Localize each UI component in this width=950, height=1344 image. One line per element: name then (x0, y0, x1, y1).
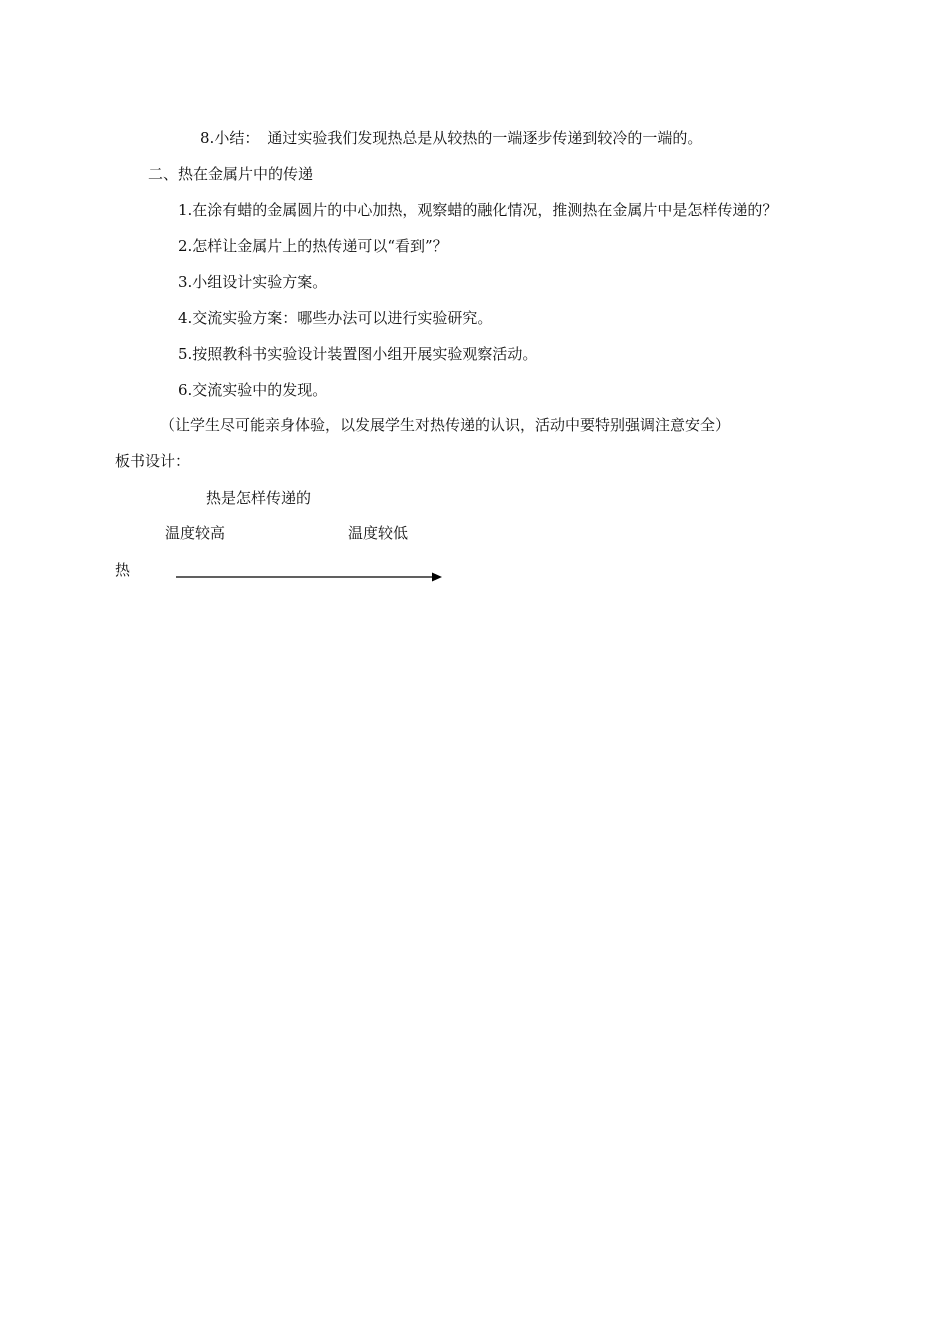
heat-flow-arrow (176, 570, 442, 584)
board-design-heading: 板书设计： (115, 452, 191, 470)
board-title: 热是怎样传递的 (206, 489, 312, 507)
list-item: 6.交流实验中的发现。 (178, 381, 328, 399)
heat-label: 热 (115, 561, 131, 579)
list-item: 4.交流实验方案：哪些办法可以进行实验研究。 (178, 309, 493, 327)
list-item: 1.在涂有蜡的金属圆片的中心加热，观察蜡的融化情况，推测热在金属片中是怎样传递的？ (178, 201, 778, 219)
low-temperature-label: 温度较低 (348, 524, 409, 542)
section-heading: 二、热在金属片中的传递 (148, 165, 314, 183)
summary-number: 8. (200, 129, 215, 147)
safety-note: （让学生尽可能亲身体验，以发展学生对热传递的认识，活动中要特别强调注意安全） (160, 416, 731, 434)
summary-line (200, 128, 702, 148)
summary-text: 通过实验我们发现热总是从较热的一端逐步传递到较冷的一端的。 (267, 129, 703, 147)
summary-label: 小结： (214, 129, 260, 147)
list-item: 3.小组设计实验方案。 (178, 273, 328, 291)
list-item: 5.按照教科书实验设计装置图小组开展实验观察活动。 (178, 345, 538, 363)
list-item: 2.怎样让金属片上的热传递可以“看到”？ (178, 237, 448, 255)
high-temperature-label: 温度较高 (165, 524, 226, 542)
